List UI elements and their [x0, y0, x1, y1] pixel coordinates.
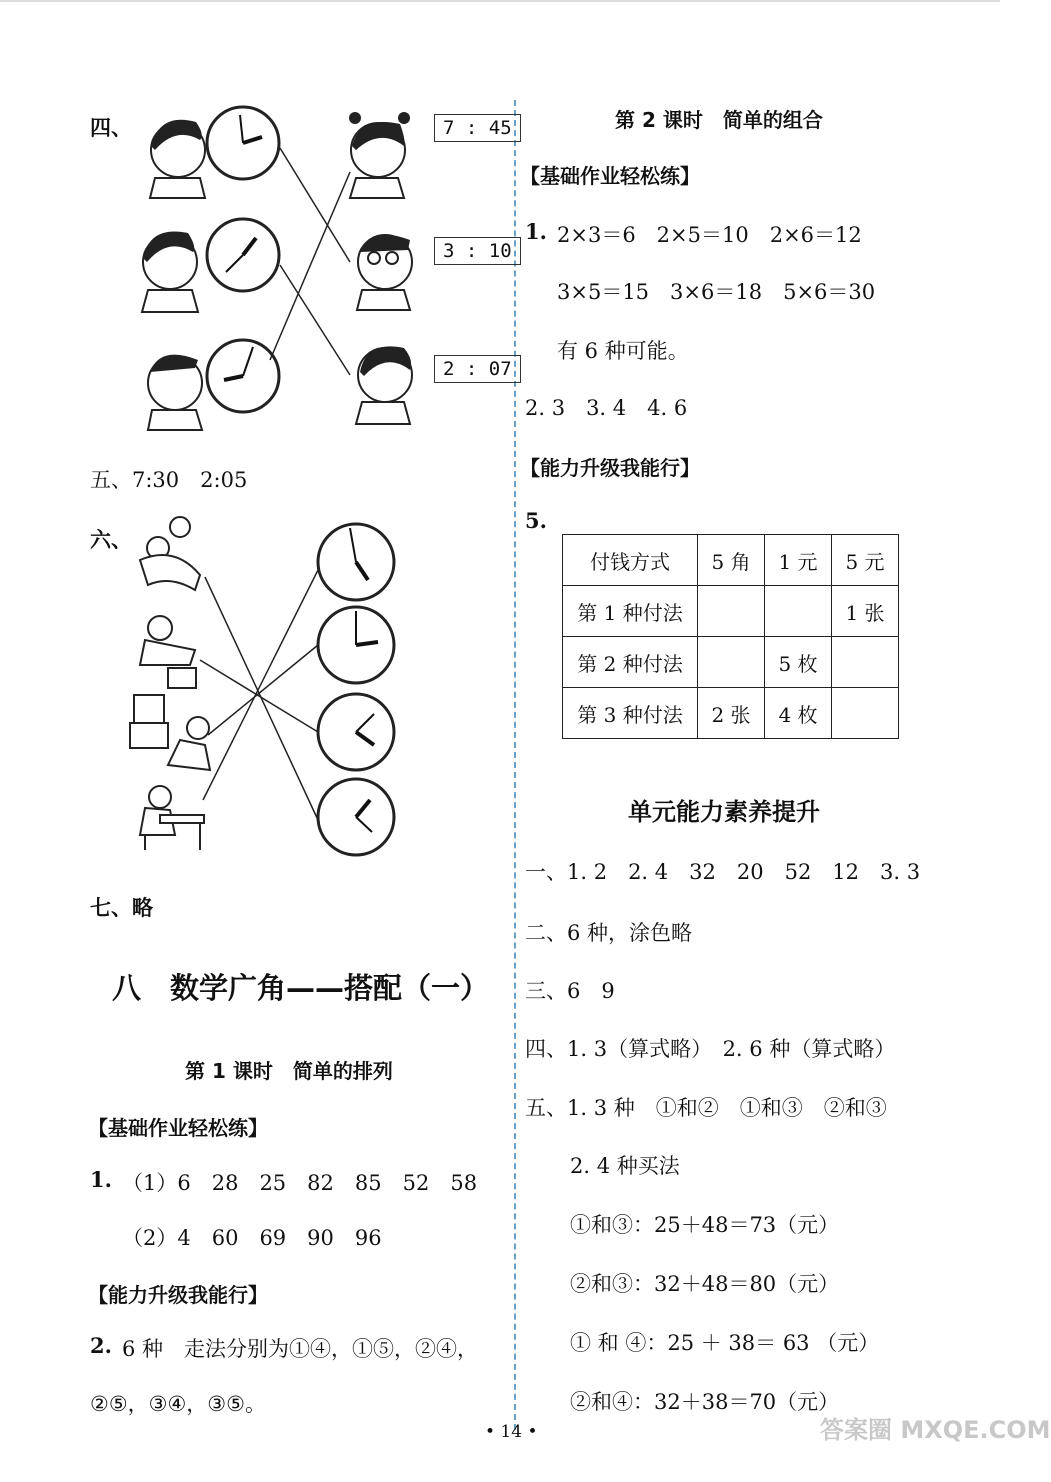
- table-cell: 1 元: [765, 535, 832, 586]
- q6-label: 六、: [90, 527, 132, 552]
- table-cell: 4 枚: [765, 688, 832, 739]
- answer-line: ②⑤，③④，③⑤。: [90, 1392, 266, 1416]
- watermark-logo: 答案圈 MXQE.COM: [820, 1416, 1051, 1444]
- lesson-title: 第 1 课时 简单的排列: [185, 1059, 393, 1083]
- q4-label: 四、: [90, 115, 132, 140]
- table-cell: 第 3 种付法: [563, 688, 698, 739]
- child-icon: [142, 231, 198, 312]
- question-number: 2.: [90, 1333, 112, 1358]
- clock-icon: [207, 340, 279, 412]
- answer-line: 四、1. 3（算式略） 2. 6 种（算式略）: [525, 1037, 896, 1061]
- answer-line: ②和④：32＋38＝70（元）: [570, 1390, 840, 1414]
- payment-table: [562, 534, 899, 739]
- time-label: 7 : 45: [434, 114, 521, 142]
- question-number: 1.: [525, 219, 547, 244]
- answer-line: 2. 3 3. 4 4. 6: [525, 396, 688, 420]
- q5-answer: 五、7:30 2:05: [90, 468, 248, 492]
- answer-line: ②和③：32＋48＝80（元）: [570, 1272, 840, 1296]
- clock-icon: [207, 107, 279, 179]
- answer-line: 2. 4 种买法: [570, 1154, 680, 1178]
- answer-line: 6 种 走法分别为①④，①⑤，②④，: [122, 1337, 479, 1361]
- child-at-desk-icon: [140, 786, 204, 850]
- chapter-title: 八 数学广角——搭配（一）: [112, 971, 490, 1005]
- answer-line: 2×3＝6 2×5＝10 2×6＝12: [557, 223, 862, 247]
- table-row: [563, 637, 899, 688]
- table-cell: [698, 586, 765, 637]
- table-cell: 5 元: [832, 535, 899, 586]
- child-icon: [356, 346, 412, 424]
- table-cell: 1 张: [832, 586, 899, 637]
- time-label: 2 : 07: [434, 355, 521, 383]
- answer-line: （2）4 60 69 90 96: [122, 1226, 382, 1250]
- table-cell: [698, 637, 765, 688]
- child-reading-icon: [140, 616, 196, 688]
- child-icon: [150, 120, 205, 198]
- clock-icon: [318, 607, 394, 683]
- table-cell: 付钱方式: [563, 535, 698, 586]
- question-number: 1.: [90, 1167, 112, 1192]
- table-row: [563, 688, 899, 739]
- table-cell: 第 1 种付法: [563, 586, 698, 637]
- time-label: 3 : 10: [434, 237, 521, 265]
- answer-line: 一、1. 2 2. 4 32 20 52 12 3. 3: [525, 860, 921, 884]
- table-cell: [832, 637, 899, 688]
- section-header: 【能力升级我能行】: [88, 1283, 268, 1307]
- clock-icon: [318, 779, 394, 855]
- table-cell: 2 张: [698, 688, 765, 739]
- clock-icon: [318, 524, 394, 600]
- clock-icon: [207, 219, 279, 291]
- section-header: 【基础作业轻松练】: [520, 164, 700, 188]
- child-watching-tv-icon: [130, 695, 210, 770]
- clock-icon: [318, 694, 394, 770]
- answer-line: 二、6 种，涂色略: [525, 921, 693, 945]
- table-row: [563, 586, 899, 637]
- answer-line: （1）6 28 25 82 85 52 58: [122, 1171, 478, 1195]
- child-playing-football-icon: [140, 517, 200, 590]
- lesson-title: 第 2 课时 简单的组合: [615, 108, 823, 132]
- table-cell: [765, 586, 832, 637]
- page-number: • 14 •: [485, 1422, 538, 1442]
- child-icon: [357, 235, 412, 310]
- table-cell: 第 2 种付法: [563, 637, 698, 688]
- table-cell: 5 枚: [765, 637, 832, 688]
- answer-line: 五、1. 3 种 ①和② ①和③ ②和③: [525, 1096, 887, 1120]
- child-icon: [148, 355, 202, 430]
- child-icon: [349, 112, 410, 198]
- table-row: [563, 535, 899, 586]
- table-cell: 5 角: [698, 535, 765, 586]
- section-header: 【基础作业轻松练】: [88, 1116, 268, 1140]
- answer-line: ① 和 ④：25 ＋ 38＝ 63 （元）: [570, 1331, 880, 1355]
- answer-line: 3×5＝15 3×6＝18 5×6＝30: [557, 280, 876, 304]
- unit-title: 单元能力素养提升: [628, 798, 820, 826]
- q7-answer: 七、略: [90, 895, 153, 920]
- question-number: 5.: [525, 508, 547, 533]
- answer-line: 三、6 9: [525, 979, 615, 1003]
- answer-line: 有 6 种可能。: [557, 339, 689, 363]
- answer-line: ①和③：25＋48＝73（元）: [570, 1213, 840, 1237]
- section-header: 【能力升级我能行】: [520, 456, 700, 480]
- table-cell: [832, 688, 899, 739]
